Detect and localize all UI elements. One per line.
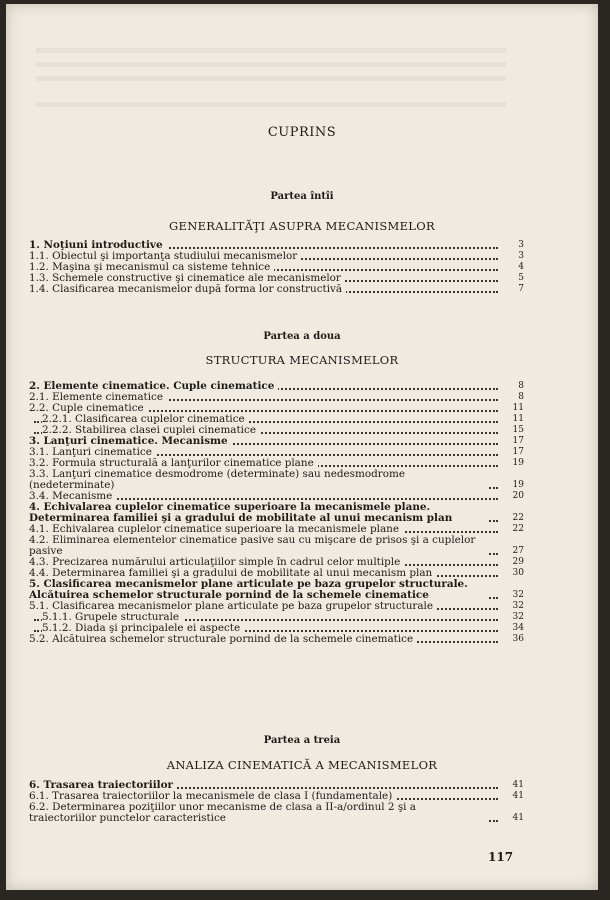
- toc-list: [24, 780, 524, 824]
- toc-entry-page: 3: [518, 251, 524, 261]
- part-label: Partea a treia: [263, 735, 341, 746]
- toc-entry: [24, 381, 524, 392]
- toc-entry-page: 11: [512, 414, 524, 424]
- toc-entry-title: 5. Clasificarea mecanismelor plane articulate pe baza grupelor structurale. Alcătuirea schemelor structurale pornind de la schemele cinematice: [29, 579, 488, 601]
- page-title: CUPRINS: [267, 125, 337, 140]
- section-title: STRUCTURA MECANISMELOR: [205, 353, 399, 367]
- toc-entry-page: 34: [512, 623, 524, 633]
- toc-entry-title: 5.1.1. Grupele structurale: [42, 612, 183, 623]
- show-through-line: [36, 102, 506, 107]
- toc-entry: [24, 502, 524, 524]
- toc-entry-page: 19: [512, 480, 524, 490]
- toc-entry: [24, 802, 524, 824]
- toc-entry-page: 8: [518, 381, 524, 391]
- toc-entry-title: 1.2. Maşina şi mecanismul ca sisteme tehnice: [29, 262, 274, 273]
- toc-entry-title: 5.1. Clasificarea mecanismelor plane articulate pe baza grupelor structurale: [29, 601, 437, 612]
- book-page: [6, 4, 598, 890]
- toc-entry-title: 2. Elemente cinematice. Cuple cinematice: [29, 381, 278, 392]
- toc-entry-title: 6.1. Trasarea traiectoriilor la mecanismele de clasa I (fundamentale): [29, 791, 396, 802]
- toc-entry-page: 32: [512, 612, 524, 622]
- toc-entry-page: 22: [512, 524, 524, 534]
- toc-entry: [24, 491, 524, 502]
- toc-entry: [24, 273, 524, 284]
- toc-entry-title: 4.4. Determinarea familiei şi a gradului de mobilitate al unui mecanism plan: [29, 568, 436, 579]
- toc-entry-title: 3.3. Lanţuri cinematice desmodrome (determinate) sau nedesmodrome (nedeterminate): [29, 469, 488, 491]
- toc-entry-page: 15: [512, 425, 524, 435]
- part-label: Partea întîi: [270, 191, 334, 202]
- toc-entry: [24, 601, 524, 612]
- toc-entry-page: 20: [512, 491, 524, 501]
- toc-entry-title: 3.4. Mecanisme: [29, 491, 116, 502]
- toc-entry-page: 17: [512, 447, 524, 457]
- toc-entry-title: 1.3. Schemele constructive şi cinematice ale mecanismelor: [29, 273, 345, 284]
- toc-entry: [24, 251, 524, 262]
- toc-entry-page: 5: [518, 273, 524, 283]
- toc-entry-page: 11: [512, 403, 524, 413]
- toc-entry: [24, 447, 524, 458]
- toc-entry: [24, 436, 524, 447]
- toc-entry: [24, 634, 524, 645]
- toc-entry-title: 2.2.1. Clasificarea cuplelor cinematice: [42, 414, 249, 425]
- toc-entry-title: 1.1. Obiectul şi importanţa studiului mecanismelor: [29, 251, 301, 262]
- toc-entry-title: 2.2. Cuple cinematice: [29, 403, 148, 414]
- toc-entry: [24, 392, 524, 403]
- section-title: GENERALITĂŢI ASUPRA MECANISMELOR: [169, 219, 435, 233]
- toc-entry-title: 6. Trasarea traiectoriilor: [29, 780, 177, 791]
- toc-entry-title: 1.4. Clasificarea mecanismelor după forma lor constructivă: [29, 284, 346, 295]
- toc-entry: [24, 791, 524, 802]
- show-through-line: [36, 62, 506, 67]
- toc-entry: [24, 240, 524, 251]
- toc-entry-title: 4.2. Eliminarea elementelor cinematice pasive sau cu mişcare de prisos şi a cuplelor pasive: [29, 535, 488, 557]
- part-label: Partea a doua: [263, 331, 341, 342]
- toc-entry-page: 3: [518, 240, 524, 250]
- toc-entry-title: 4. Echivalarea cuplelor cinematice superioare la mecanismele plane. Determinarea familiei şi a gradului de mobilitate al unui mecanism plan: [29, 502, 488, 524]
- toc-entry-page: 29: [512, 557, 524, 567]
- toc-entry-page: 19: [512, 458, 524, 468]
- show-through-line: [36, 76, 506, 81]
- toc-entry: [24, 568, 524, 579]
- toc-entry-title: 3.2. Formula structurală a lanţurilor cinematice plane: [29, 458, 318, 469]
- toc-entry: [24, 262, 524, 273]
- toc-entry-page: 36: [512, 634, 524, 644]
- toc-list: [24, 381, 524, 645]
- toc-entry-title: 6.2. Determinarea poziţiilor unor mecanisme de clasa a II-a/ordinul 2 şi a traiectoriilor punctelor caracteristice: [29, 802, 488, 824]
- toc-entry-page: 41: [512, 780, 524, 790]
- toc-list: [24, 240, 524, 295]
- toc-entry: [24, 535, 524, 557]
- show-through-line: [36, 48, 506, 53]
- toc-entry-title: 5.2. Alcătuirea schemelor structurale pornind de la schemele cinematice: [29, 634, 417, 645]
- toc-entry: [24, 579, 524, 601]
- toc-entry-title: 2.2.2. Stabilirea clasei cuplei cinematice: [42, 425, 260, 436]
- toc-entry-page: 41: [512, 791, 524, 801]
- toc-entry-page: 30: [512, 568, 524, 578]
- toc-entry: [24, 612, 524, 623]
- toc-entry: [24, 469, 524, 491]
- page-number: 117: [488, 850, 514, 864]
- toc-entry-page: 41: [512, 813, 524, 823]
- toc-entry: [24, 403, 524, 414]
- toc-entry-page: 4: [518, 262, 524, 272]
- toc-entry: [24, 458, 524, 469]
- toc-entry: [24, 557, 524, 568]
- toc-entry: [24, 284, 524, 295]
- section-title: ANALIZA CINEMATICĂ A MECANISMELOR: [166, 758, 438, 772]
- toc-entry-title: 4.1. Echivalarea cuplelor cinematice superioare la mecanismele plane: [29, 524, 403, 535]
- toc-entry: [24, 425, 524, 436]
- toc-entry-title: 3. Lanţuri cinematice. Mecanisme: [29, 436, 232, 447]
- toc-entry-page: 32: [512, 590, 524, 600]
- toc-entry-page: 32: [512, 601, 524, 611]
- toc-entry: [24, 780, 524, 791]
- toc-entry-title: 1. Noţiuni introductive: [29, 240, 167, 251]
- toc-entry-page: 27: [512, 546, 524, 556]
- toc-entry: [24, 623, 524, 634]
- toc-entry-page: 7: [518, 284, 524, 294]
- toc-entry: [24, 524, 524, 535]
- toc-entry-title: 4.3. Precizarea numărului articulaţiilor simple în cadrul celor multiple: [29, 557, 404, 568]
- toc-entry: [24, 414, 524, 425]
- toc-entry-page: 8: [518, 392, 524, 402]
- toc-entry-page: 22: [512, 513, 524, 523]
- toc-entry-page: 17: [512, 436, 524, 446]
- toc-entry-title: 2.1. Elemente cinematice: [29, 392, 167, 403]
- toc-entry-title: 3.1. Lanţuri cinematice: [29, 447, 156, 458]
- toc-entry-title: 5.1.2. Diada şi principalele ei aspecte: [42, 623, 244, 634]
